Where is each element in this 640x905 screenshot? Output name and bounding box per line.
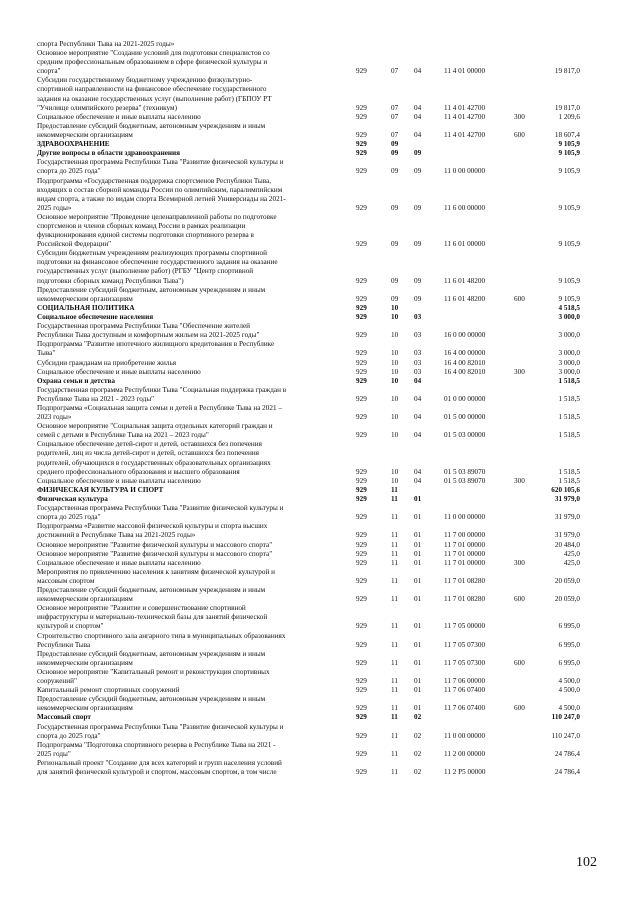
row-cell-c5: 300 — [514, 112, 525, 121]
row-cell-c3: 02 — [414, 731, 422, 740]
row-cell-c3: 01 — [414, 513, 422, 522]
row-cell-c3: 04 — [414, 476, 422, 485]
table-row — [0, 40, 640, 49]
row-cell-c2: 09 — [391, 203, 399, 212]
table-row — [0, 713, 640, 722]
table-row — [0, 440, 640, 476]
row-description: Предоставление субсидий бюджетным, автономным учреждениям и иным некоммерческим организациям — [37, 695, 266, 713]
row-cell-c1: 929 — [356, 276, 367, 285]
row-cell-c1: 929 — [356, 767, 367, 776]
row-cell-c1: 929 — [356, 686, 367, 695]
row-cell-c2: 10 — [391, 367, 399, 376]
table-row — [0, 486, 640, 495]
row-cell-c6: 110 247,0 — [551, 713, 580, 722]
row-cell-c1: 929 — [356, 476, 367, 485]
row-description: Мероприятия по привлечению населения к занятиям физической культурой и массовым спортом — [37, 567, 275, 585]
row-description: Социальное обеспечение и иные выплаты населению — [37, 367, 201, 376]
row-cell-c6: 20 059,0 — [554, 595, 580, 604]
row-cell-c2: 09 — [391, 276, 399, 285]
row-cell-c6: 1 209,6 — [558, 112, 580, 121]
row-cell-c1: 929 — [356, 167, 367, 176]
row-cell-c4: 11 7 01 08280 — [444, 576, 486, 585]
row-description: Социальное обеспечение детей-сирот и детей, оставшихся без попечения родителей, лиц из числа детей-сирот и детей, оставшихся без попечения родителей, обучающихся в государственных образовательных организациях среднего профессионального образования и высшего образования — [37, 440, 271, 476]
row-description: СОЦИАЛЬНАЯ ПОЛИТИКА — [37, 303, 135, 312]
row-description: Социальное обеспечение и иные выплаты населению — [37, 476, 201, 485]
row-cell-c1: 929 — [356, 558, 367, 567]
row-cell-c6: 31 979,0 — [554, 495, 580, 503]
row-cell-c4: 16 4 00 00000 — [444, 349, 486, 358]
row-cell-c3: 01 — [414, 676, 422, 685]
row-cell-c4: 11 6 00 00000 — [444, 203, 486, 212]
row-cell-c6: 24 786,4 — [554, 749, 580, 758]
row-description: Государственная программа Республики Тыва "Развитие физической культуры и спорта до 2025 года" — [37, 158, 284, 176]
row-cell-c3: 03 — [414, 331, 422, 340]
row-cell-c6: 1 518,5 — [558, 413, 580, 422]
table-row — [0, 149, 640, 158]
row-cell-c2: 11 — [391, 676, 398, 685]
row-cell-c1: 929 — [356, 358, 367, 367]
row-cell-c6: 620 105,6 — [551, 485, 580, 494]
row-cell-c3: 01 — [414, 495, 422, 503]
row-cell-c6: 110 247,0 — [551, 731, 580, 740]
row-cell-c6: 9 105,9 — [558, 149, 580, 158]
row-cell-c3: 02 — [414, 713, 422, 722]
row-cell-c5: 300 — [514, 558, 525, 567]
row-cell-c3: 03 — [414, 358, 422, 367]
row-cell-c1: 929 — [356, 640, 367, 649]
row-cell-c6: 1 518,5 — [558, 467, 580, 476]
row-description: Основное мероприятие "Капитальный ремонт и реконструкция спортивных сооружений" — [37, 667, 270, 685]
row-cell-c4: 16 4 00 82010 — [444, 358, 486, 367]
row-cell-c3: 01 — [414, 658, 422, 667]
row-cell-c4: 11 7 01 00000 — [444, 558, 486, 567]
row-cell-c2: 09 — [391, 294, 399, 303]
row-cell-c3: 01 — [414, 531, 422, 540]
row-cell-c1: 929 — [356, 513, 367, 522]
row-cell-c2: 09 — [391, 140, 399, 149]
table-row — [0, 158, 640, 176]
row-cell-c3: 09 — [414, 276, 422, 285]
row-cell-c2: 11 — [391, 658, 398, 667]
table-row — [0, 686, 640, 695]
row-cell-c6: 3 000,0 — [558, 331, 580, 340]
row-cell-c4: 01 5 03 00000 — [444, 431, 486, 440]
table-row — [0, 140, 640, 149]
row-cell-c3: 09 — [414, 294, 422, 303]
row-cell-c6: 9 105,9 — [558, 240, 580, 249]
row-cell-c3: 03 — [414, 349, 422, 358]
row-cell-c6: 19 817,0 — [554, 103, 580, 112]
row-cell-c3: 03 — [414, 367, 422, 376]
table-row — [0, 304, 640, 313]
row-cell-c1: 929 — [356, 749, 367, 758]
row-cell-c2: 11 — [391, 558, 398, 567]
row-cell-c4: 11 7 05 00000 — [444, 622, 486, 631]
row-cell-c2: 10 — [391, 394, 399, 403]
row-cell-c2: 11 — [391, 595, 398, 604]
table-row — [0, 632, 640, 650]
row-cell-c6: 9 105,9 — [558, 276, 580, 285]
table-row — [0, 386, 640, 404]
row-cell-c4: 11 7 06 07400 — [444, 704, 486, 713]
row-cell-c6: 31 979,0 — [554, 531, 580, 540]
row-cell-c1: 929 — [356, 349, 367, 358]
row-cell-c3: 09 — [414, 240, 422, 249]
row-cell-c3: 01 — [414, 549, 422, 558]
row-cell-c3: 09 — [414, 167, 422, 176]
row-cell-c2: 10 — [391, 476, 399, 485]
row-cell-c5: 300 — [514, 476, 525, 485]
row-description: Субсидии гражданам на приобретение жилья — [37, 358, 177, 367]
row-description: Основное мероприятие "Создание условий для подготовки специалистов со средним профессиональным образованием в сфере физической культуры и спорта" — [37, 49, 270, 76]
row-description: Основное мероприятие "Развитие физической культуры и массового спорта" — [37, 549, 273, 558]
row-cell-c1: 929 — [356, 130, 367, 139]
row-cell-c6: 3 000,0 — [558, 313, 580, 321]
row-cell-c3: 02 — [414, 749, 422, 758]
row-cell-c2: 11 — [391, 686, 398, 695]
table-row — [0, 650, 640, 668]
table-row — [0, 541, 640, 550]
row-cell-c4: 11 4 01 42700 — [444, 112, 486, 121]
row-description: Предоставление субсидий бюджетным, автономным учреждениям и иным некоммерческим организациям — [37, 586, 266, 604]
row-description: спорта Республики Тыва на 2021-2025 годы» — [37, 40, 175, 48]
row-cell-c4: 11 4 01 42700 — [444, 130, 486, 139]
table-row — [0, 477, 640, 486]
table-row — [0, 568, 640, 586]
row-cell-c2: 10 — [391, 431, 399, 440]
row-cell-c3: 09 — [414, 203, 422, 212]
row-cell-c4: 11 7 05 07300 — [444, 658, 486, 667]
table-row — [0, 377, 640, 386]
table-row — [0, 741, 640, 759]
row-cell-c2: 09 — [391, 149, 399, 158]
row-description: Массовый спорт — [37, 713, 91, 722]
row-cell-c4: 11 7 00 00000 — [444, 531, 486, 540]
row-cell-c3: 01 — [414, 540, 422, 549]
row-cell-c1: 929 — [356, 658, 367, 667]
row-cell-c1: 929 — [356, 431, 367, 440]
row-description: Основное мероприятие "Проведение целенаправленной работы по подготовке спортсменов и членов сборных команд России в рамках реализации функционирования единой системы подготовки спортивного резерва в Российской Федерации" — [37, 212, 277, 249]
row-description: Капитальный ремонт спортивных сооружений — [37, 686, 180, 695]
row-cell-c2: 11 — [391, 713, 398, 722]
table-row — [0, 322, 640, 340]
row-cell-c2: 07 — [391, 103, 399, 112]
row-cell-c1: 929 — [356, 303, 367, 312]
row-cell-c2: 10 — [391, 413, 399, 422]
row-description: ФИЗИЧЕСКАЯ КУЛЬТУРА И СПОРТ — [37, 485, 164, 494]
table-row — [0, 559, 640, 568]
row-cell-c6: 1 518,5 — [558, 394, 580, 403]
row-description: Основное мероприятие "Социальная защита отдельных категорий граждан и семей с детьми в Республике Тыва на 2021 – 2023 годы" — [37, 422, 273, 440]
row-cell-c6: 4 500,0 — [558, 704, 580, 713]
table-row — [0, 695, 640, 713]
row-cell-c2: 09 — [391, 167, 399, 176]
row-description: Государственная программа Республики Тыва "Развитие физической культуры и спорта до 2025 года" — [37, 504, 284, 522]
page-number: 102 — [576, 855, 597, 870]
row-cell-c1: 929 — [356, 413, 367, 422]
row-cell-c4: 11 7 06 07400 — [444, 686, 486, 695]
row-cell-c4: 11 7 01 08280 — [444, 595, 486, 604]
row-cell-c4: 01 0 00 00000 — [444, 394, 486, 403]
table-row — [0, 340, 640, 358]
row-cell-c4: 11 4 01 42700 — [444, 103, 486, 112]
row-cell-c2: 11 — [391, 749, 398, 758]
row-cell-c1: 929 — [356, 531, 367, 540]
row-cell-c1: 929 — [356, 203, 367, 212]
table-row — [0, 668, 640, 686]
row-cell-c3: 01 — [414, 595, 422, 604]
row-description: Физическая культура — [37, 495, 108, 503]
row-description: Субсидии бюджетным учреждениям реализующих программы спортивной подготовки на финансовое обеспечение государственного задания на оказание государственных услуг (выполнение работ) (РГБУ "Центр спортивной подготовки сборных команд Республики Тыва") — [37, 249, 278, 285]
row-cell-c4: 16 0 00 00000 — [444, 331, 486, 340]
row-cell-c1: 929 — [356, 294, 367, 303]
row-cell-c1: 929 — [356, 67, 367, 76]
row-description: Социальное обеспечение и иные выплаты населению — [37, 112, 201, 121]
row-description: Подпрограмма «Социальная защита семьи и детей в Республике Тыва на 2021 – 2023 годы» — [37, 404, 282, 422]
row-cell-c3: 04 — [414, 413, 422, 422]
row-cell-c3: 04 — [414, 376, 422, 385]
row-cell-c6: 4 500,0 — [558, 676, 580, 685]
row-cell-c6: 24 786,4 — [554, 767, 580, 776]
row-cell-c1: 929 — [356, 576, 367, 585]
row-description: Строительство спортивного зала ангарного типа в муниципальных образованиях Республики Тыва — [37, 631, 286, 649]
table-row — [0, 504, 640, 522]
row-cell-c6: 9 105,9 — [558, 294, 580, 303]
row-cell-c6: 6 995,0 — [558, 658, 580, 667]
row-cell-c1: 929 — [356, 676, 367, 685]
table-row — [0, 522, 640, 540]
row-description: Региональный проект "Создание для всех категорий и групп населения условий для занятий физической культурой и спортом, массовым спортом, в том числе — [37, 758, 282, 776]
row-cell-c1: 929 — [356, 240, 367, 249]
row-description: Охрана семьи и детства — [37, 376, 115, 385]
row-description: ЗДРАВООХРАНЕНИЕ — [37, 140, 110, 149]
row-cell-c1: 929 — [356, 467, 367, 476]
row-cell-c5: 600 — [514, 658, 525, 667]
row-cell-c6: 1 518,5 — [558, 476, 580, 485]
row-cell-c1: 929 — [356, 704, 367, 713]
row-cell-c3: 01 — [414, 686, 422, 695]
row-description: Государственная программа Республики Тыва "Обеспечение жителей Республики Тыва доступным и комфортным жильем на 2021-2025 годы" — [37, 322, 260, 340]
row-cell-c4: 11 7 05 07300 — [444, 640, 486, 649]
row-cell-c5: 600 — [514, 595, 525, 604]
row-cell-c4: 11 0 00 00000 — [444, 513, 486, 522]
row-cell-c3: 03 — [414, 313, 422, 321]
row-cell-c4: 11 6 01 48200 — [444, 294, 486, 303]
row-cell-c3: 01 — [414, 704, 422, 713]
row-cell-c4: 11 4 01 00000 — [444, 67, 486, 76]
row-cell-c5: 600 — [514, 130, 525, 139]
row-description: Предоставление субсидий бюджетным, автономным учреждениям и иным некоммерческим организациям — [37, 649, 266, 667]
row-cell-c4: 01 5 00 00000 — [444, 413, 486, 422]
row-cell-c2: 10 — [391, 349, 399, 358]
row-cell-c1: 929 — [356, 140, 367, 149]
row-cell-c1: 929 — [356, 103, 367, 112]
row-cell-c6: 20 484,0 — [554, 540, 580, 549]
table-row — [0, 177, 640, 213]
row-cell-c1: 929 — [356, 622, 367, 631]
row-description: Социальное обеспечение и иные выплаты населению — [37, 558, 201, 567]
row-cell-c4: 11 2 P5 00000 — [444, 767, 486, 776]
row-cell-c3: 04 — [414, 431, 422, 440]
table-row — [0, 286, 640, 304]
row-cell-c2: 09 — [391, 240, 399, 249]
table-row — [0, 49, 640, 76]
row-cell-c1: 929 — [356, 495, 367, 503]
row-description: Подпрограмма «Развитие массовой физической культуры и спорта высших достижений в Республике Тыва на 2021-2025 годы» — [37, 522, 268, 540]
row-cell-c2: 11 — [391, 513, 398, 522]
row-description: Подпрограмма "Подготовка спортивного резерва в Республике Тыва на 2021 - 2025 годы" — [37, 740, 276, 758]
row-cell-c1: 929 — [356, 713, 367, 722]
row-cell-c2: 11 — [391, 704, 398, 713]
row-cell-c2: 11 — [391, 485, 398, 494]
row-cell-c2: 11 — [391, 767, 398, 776]
table-row — [0, 404, 640, 422]
row-description: Государственная программа Республики Тыва "Развитие физической культуры и спорта до 2025 года" — [37, 722, 284, 740]
row-description: Основное мероприятие "Развитие и совершенствование спортивной инфраструктуры и материально-технической базы для занятий физической культурой и спортом" — [37, 604, 268, 631]
row-cell-c2: 11 — [391, 495, 398, 503]
table-row — [0, 359, 640, 368]
row-cell-c3: 02 — [414, 767, 422, 776]
row-cell-c2: 11 — [391, 540, 398, 549]
row-cell-c4: 01 5 03 89070 — [444, 467, 486, 476]
row-cell-c1: 929 — [356, 485, 367, 494]
table-row — [0, 550, 640, 559]
row-cell-c4: 11 2 00 00000 — [444, 749, 486, 758]
row-description: Предоставление субсидий бюджетным, автономным учреждениям и иным некоммерческим организациям — [37, 121, 266, 139]
row-cell-c1: 929 — [356, 376, 367, 385]
row-cell-c3: 04 — [414, 112, 422, 121]
row-cell-c2: 11 — [391, 576, 398, 585]
row-cell-c6: 425,0 — [563, 558, 580, 567]
row-cell-c4: 11 0 00 00000 — [444, 731, 486, 740]
row-description: Основное мероприятие "Развитие физической культуры и массового спорта" — [37, 540, 273, 549]
row-cell-c1: 929 — [356, 595, 367, 604]
row-cell-c6: 3 000,0 — [558, 367, 580, 376]
row-cell-c5: 600 — [514, 294, 525, 303]
row-cell-c5: 600 — [514, 704, 525, 713]
row-cell-c3: 09 — [414, 149, 422, 158]
row-description: Подпрограмма "Развитие ипотечного жилищного кредитования в Республике Тыва" — [37, 340, 275, 358]
row-cell-c4: 11 7 01 00000 — [444, 540, 486, 549]
row-cell-c4: 01 5 03 89070 — [444, 476, 486, 485]
row-cell-c6: 1 518,5 — [558, 376, 580, 385]
table-row — [0, 422, 640, 440]
row-cell-c1: 929 — [356, 731, 367, 740]
row-cell-c3: 01 — [414, 576, 422, 585]
row-cell-c2: 10 — [391, 313, 399, 321]
row-cell-c1: 929 — [356, 112, 367, 121]
table-row — [0, 113, 640, 122]
row-cell-c2: 07 — [391, 67, 399, 76]
row-cell-c3: 01 — [414, 640, 422, 649]
row-cell-c5: 300 — [514, 367, 525, 376]
table-row — [0, 313, 640, 322]
row-cell-c6: 19 817,0 — [554, 67, 580, 76]
row-cell-c6: 6 995,0 — [558, 640, 580, 649]
table-row — [0, 213, 640, 249]
table-row — [0, 495, 640, 504]
row-cell-c2: 10 — [391, 467, 399, 476]
row-cell-c6: 31 979,0 — [554, 513, 580, 522]
row-cell-c2: 10 — [391, 376, 399, 385]
row-cell-c3: 01 — [414, 558, 422, 567]
row-cell-c2: 10 — [391, 358, 399, 367]
table-row — [0, 122, 640, 140]
row-cell-c2: 11 — [391, 640, 398, 649]
row-cell-c1: 929 — [356, 331, 367, 340]
row-cell-c4: 16 4 00 82010 — [444, 367, 486, 376]
row-cell-c1: 929 — [356, 367, 367, 376]
row-cell-c2: 10 — [391, 331, 399, 340]
row-description: Социальное обеспечение населения — [37, 313, 154, 321]
row-cell-c6: 9 105,9 — [558, 140, 580, 149]
row-cell-c6: 4 518,5 — [558, 303, 580, 312]
row-cell-c2: 07 — [391, 112, 399, 121]
row-description: Государственная программа Республики Тыва "Социальная поддержка граждан в Республике Тыва на 2021 - 2023 годы" — [37, 385, 287, 403]
row-cell-c3: 04 — [414, 103, 422, 112]
row-cell-c4: 11 0 00 00000 — [444, 167, 486, 176]
row-cell-c3: 04 — [414, 130, 422, 139]
row-cell-c2: 11 — [391, 731, 398, 740]
row-description: Другие вопросы в области здравоохранения — [37, 149, 181, 158]
row-cell-c2: 11 — [391, 549, 398, 558]
row-cell-c6: 425,0 — [563, 549, 580, 558]
row-cell-c3: 01 — [414, 622, 422, 631]
row-cell-c6: 3 000,0 — [558, 358, 580, 367]
row-cell-c6: 9 105,9 — [558, 203, 580, 212]
row-cell-c4: 11 6 01 48200 — [444, 276, 486, 285]
table-row — [0, 759, 640, 777]
row-cell-c6: 20 059,0 — [554, 576, 580, 585]
table-row — [0, 604, 640, 631]
row-cell-c4: 11 7 01 00000 — [444, 549, 486, 558]
row-cell-c3: 04 — [414, 467, 422, 476]
row-cell-c2: 10 — [391, 303, 399, 312]
row-cell-c2: 11 — [391, 622, 398, 631]
row-cell-c1: 929 — [356, 149, 367, 158]
row-cell-c3: 04 — [414, 67, 422, 76]
row-description: Подпрограмма «Государственная поддержка спортсменов Республики Тыва, входящих в состав сборной команды России по олимпийским, паралимпийским видам спорта, а также по видам спорта Всемирной летней Универсиады на 2021- 2025 годы» — [37, 176, 286, 212]
table-row — [0, 723, 640, 741]
row-cell-c3: 04 — [414, 394, 422, 403]
row-cell-c2: 07 — [391, 130, 399, 139]
row-cell-c2: 11 — [391, 531, 398, 540]
table-row — [0, 368, 640, 377]
row-cell-c6: 1 518,5 — [558, 431, 580, 440]
row-cell-c6: 3 000,0 — [558, 349, 580, 358]
row-cell-c1: 929 — [356, 313, 367, 321]
table-row — [0, 249, 640, 285]
row-cell-c1: 929 — [356, 549, 367, 558]
row-description: Субсидии государственному бюджетному учреждению физкультурно- спортивной направленности на финансовое обеспечение государственного задания на оказание государственных услуг (выполнение работ) (ГБПОУ РТ "Училище олимпийского резерва" (техникум) — [37, 76, 272, 112]
table-row — [0, 76, 640, 112]
row-description: Предоставление субсидий бюджетным, автономным учреждениям и иным некоммерческим организациям — [37, 285, 266, 303]
row-cell-c6: 4 500,0 — [558, 686, 580, 695]
row-cell-c1: 929 — [356, 394, 367, 403]
row-cell-c4: 11 7 06 00000 — [444, 676, 486, 685]
row-cell-c4: 11 6 01 00000 — [444, 240, 486, 249]
row-cell-c6: 18 607,4 — [554, 130, 580, 139]
row-cell-c6: 9 105,9 — [558, 167, 580, 176]
row-cell-c1: 929 — [356, 540, 367, 549]
row-cell-c6: 6 995,0 — [558, 622, 580, 631]
table-row — [0, 586, 640, 604]
